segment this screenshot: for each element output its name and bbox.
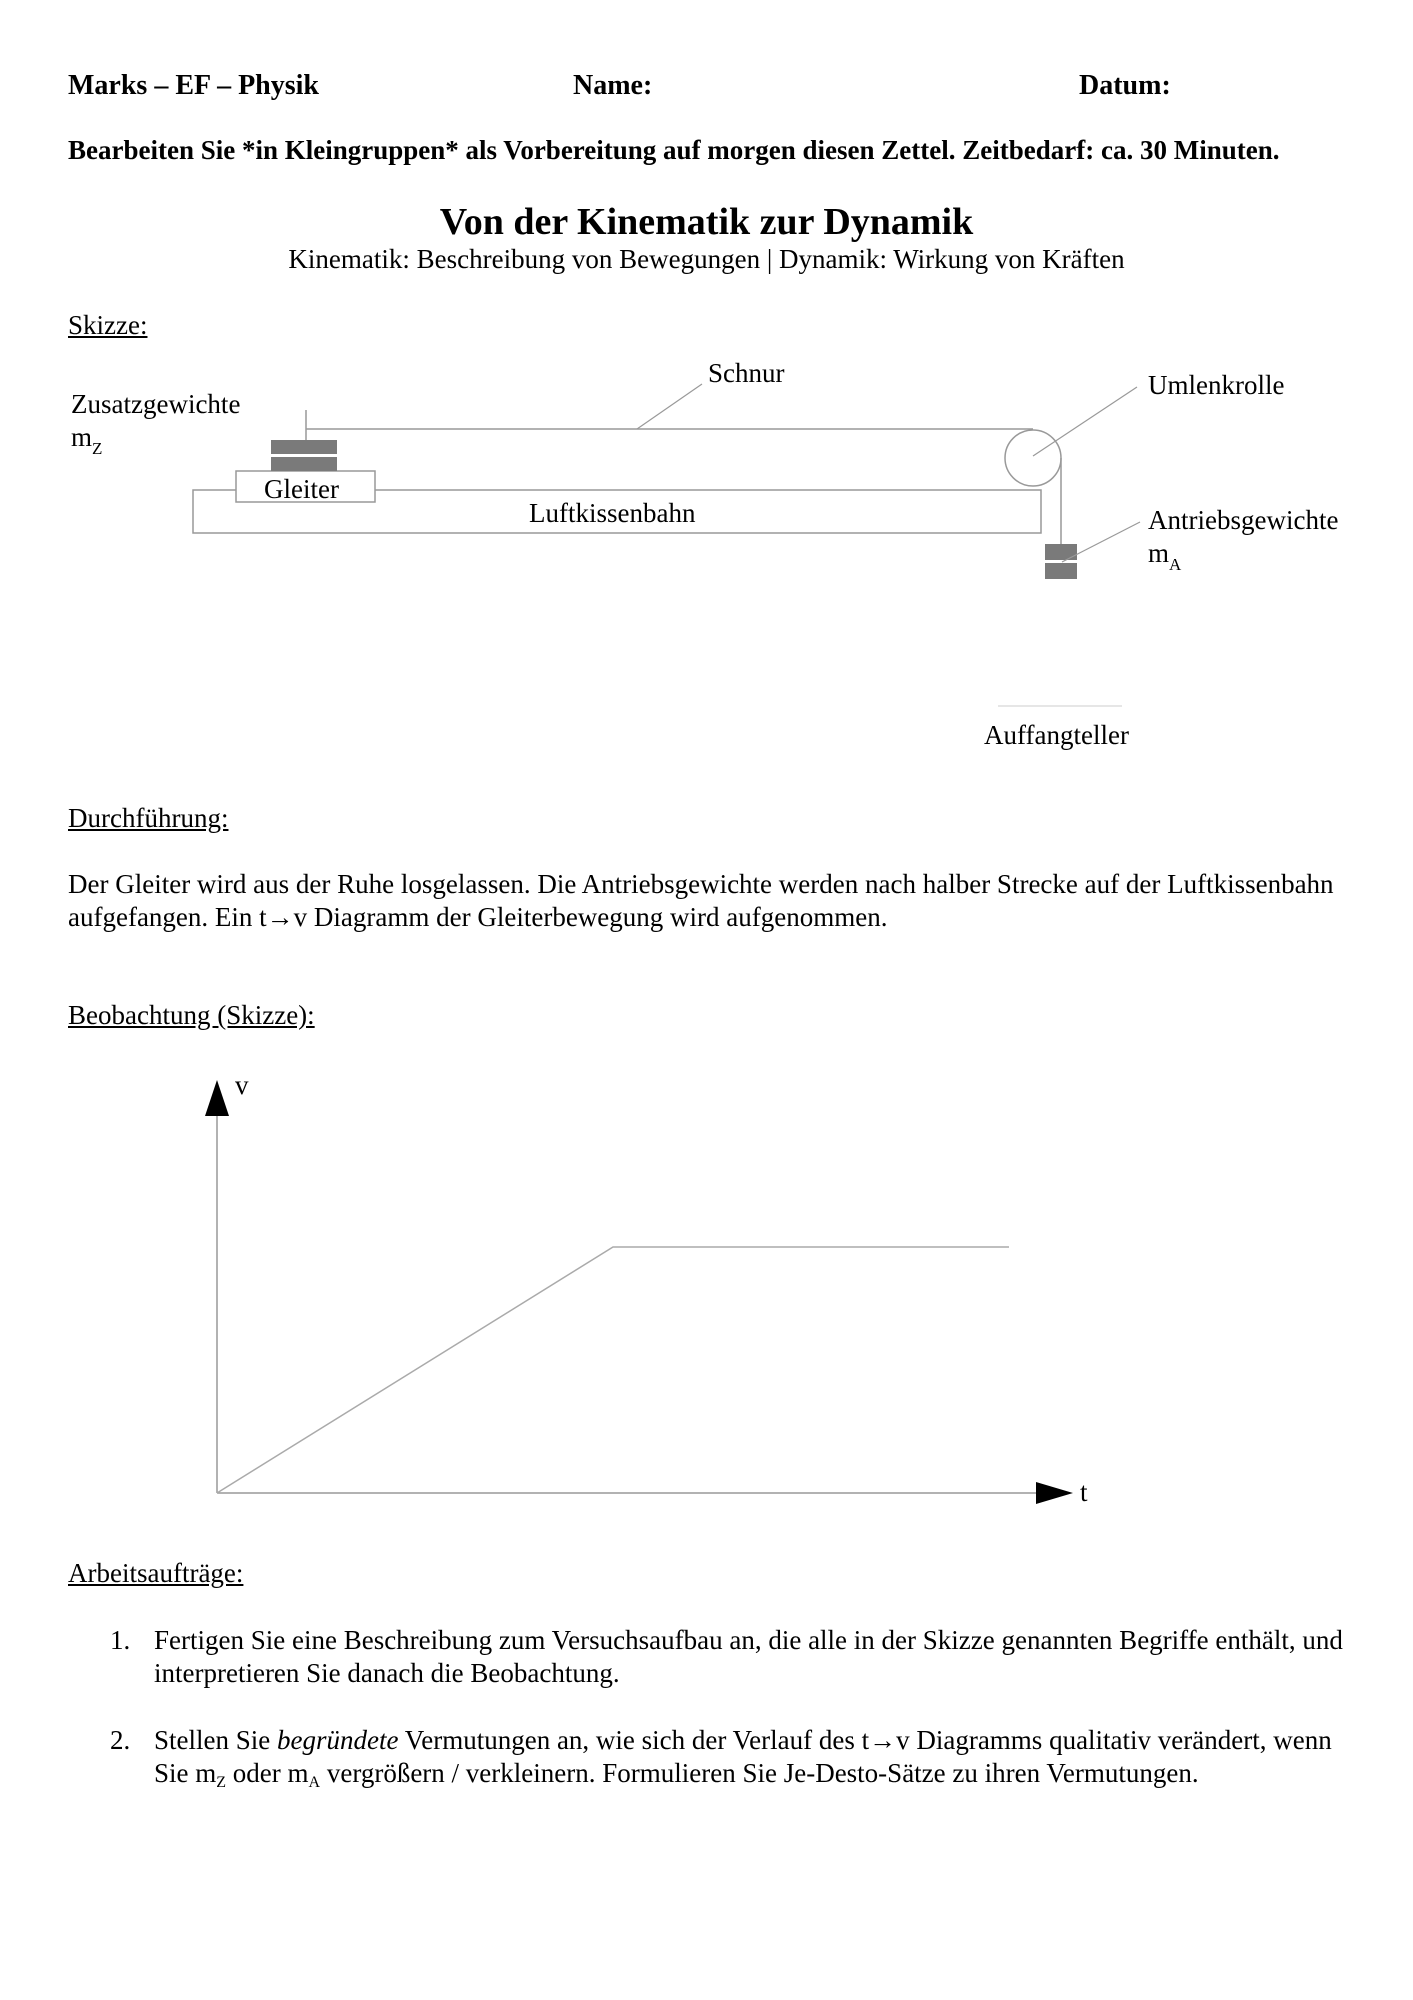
label-extra-weights: Zusatzgewichte (71, 389, 241, 419)
task-number: 1. (110, 1625, 131, 1655)
task-text: Stellen Sie begründete Vermutungen an, wie sich der Verlauf des t→v Diagramms qualitativ verändert, wenn Sie mZ oder mA vergrößern / verkleinern. Formulieren Sie Je-Desto-Sätze zu ihren Vermutungen. (154, 1725, 1332, 1791)
y-axis-arrow (205, 1080, 229, 1116)
x-axis-label: t (1080, 1477, 1088, 1507)
name-label: Name: (573, 70, 653, 101)
procedure-text: Der Gleiter wird aus der Ruhe losgelassen. Die Antriebsgewichte werden nach halber Strecke auf der Luftkissenbahn aufgefangen. Ein t→v Diagramm der Gleiterbewegung wird aufgenommen. (68, 869, 1334, 932)
label-air-track: Luftkissenbahn (529, 498, 696, 528)
y-axis-label: v (235, 1070, 249, 1100)
sketch-heading: Skizze: (68, 310, 148, 340)
velocity-curve (217, 1247, 1009, 1493)
procedure-heading: Durchführung: (68, 803, 229, 833)
label-catch-plate: Auffangteller (984, 720, 1129, 750)
label-glider: Gleiter (264, 474, 339, 504)
tasks-heading: Arbeitsaufträge: (68, 1558, 244, 1588)
course-label: Marks – EF – Physik (68, 70, 319, 101)
label-drive-weights: Antriebsgewichte (1148, 505, 1339, 535)
label-pulley: Umlenkrolle (1148, 370, 1285, 400)
date-label: Datum: (1079, 70, 1171, 101)
x-axis-arrow (1036, 1482, 1073, 1504)
task-number: 2. (110, 1725, 131, 1755)
label-extra-weights-symbol: $m_Z$ (71, 422, 103, 458)
observation-heading: Beobachtung (Skizze): (68, 1000, 315, 1030)
label-string: Schnur (708, 358, 785, 388)
task-text: Fertigen Sie eine Beschreibung zum Versuchsaufbau an, die alle in der Skizze genannten Begriffe enthält, und interpretieren Sie danach die Beobachtung. (154, 1625, 1343, 1688)
page-subtitle: Kinematik: Beschreibung von Bewegungen | Dynamik: Wirkung von Kräften (288, 244, 1125, 274)
instruction-text: Bearbeiten Sie *in Kleingruppen* als Vorbereitung auf morgen diesen Zettel. Zeitbedarf: ca. 30 Minuten. (68, 135, 1280, 165)
label-drive-weights-symbol: $m_A$ (1148, 538, 1182, 574)
page-title: Von der Kinematik zur Dynamik (439, 201, 974, 243)
